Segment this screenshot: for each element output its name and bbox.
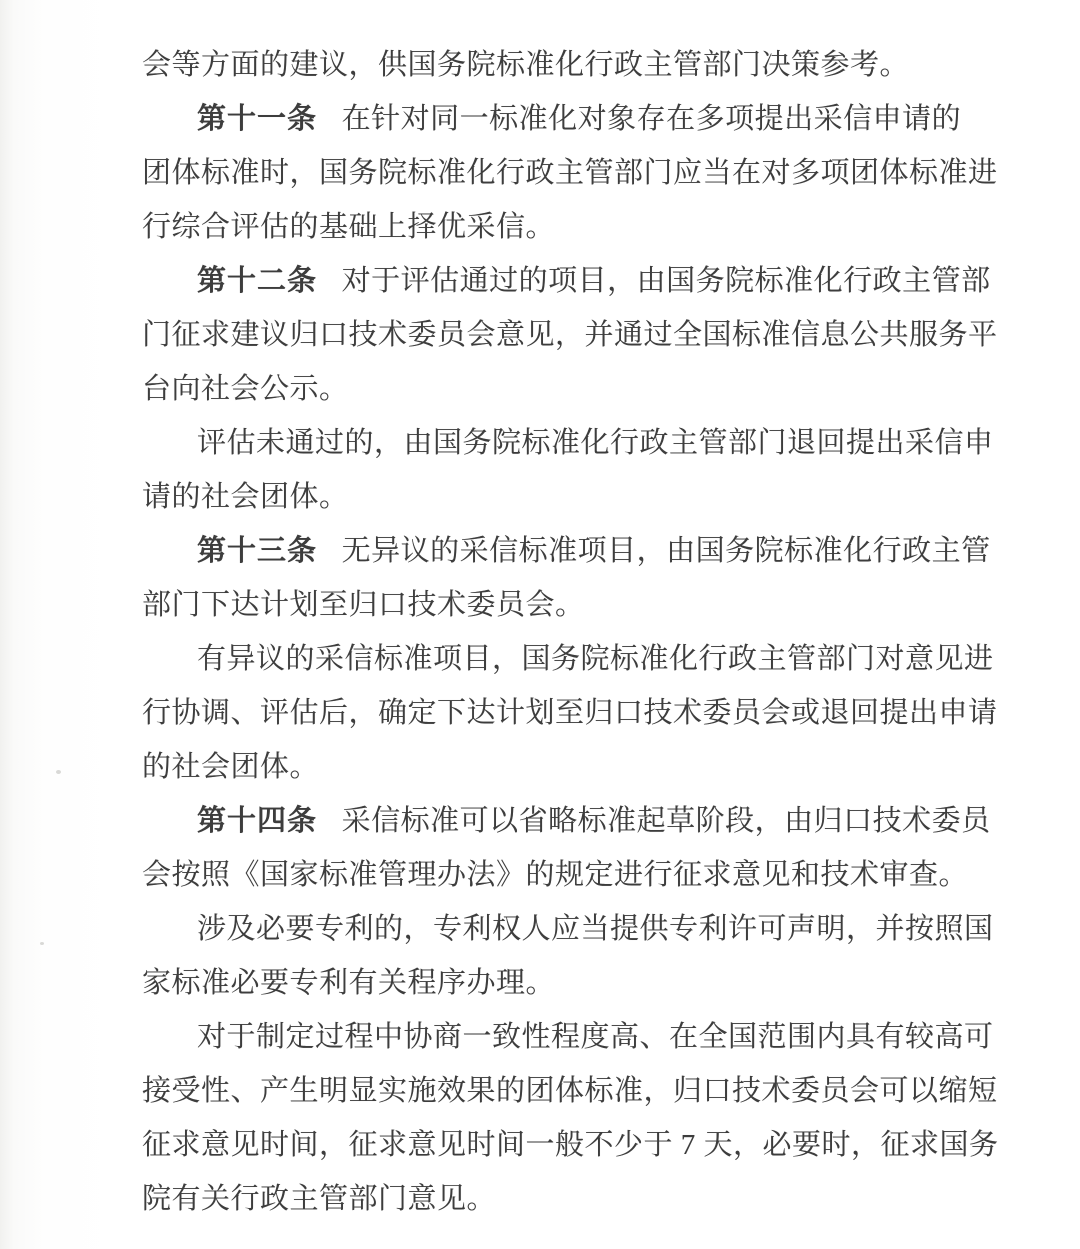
text-line xyxy=(142,470,1042,524)
line-text: 部门下达计划至归口技术委员会。 xyxy=(142,589,585,621)
line-text: 的社会团体。 xyxy=(142,751,320,783)
line-text: 行综合评估的基础上择优采信。 xyxy=(142,211,556,243)
text-line-article-14 xyxy=(142,794,1042,848)
text-line xyxy=(142,848,1042,902)
line-text: 会等方面的建议，供国务院标准化行政主管部门决策参考。 xyxy=(142,49,910,81)
scan-artifact-speck xyxy=(56,770,61,774)
article-number: 第十三条 xyxy=(197,535,318,567)
line-text: 征求意见时间，征求意见时间一般不少于 7 天，必要时，征求国务 xyxy=(142,1129,999,1161)
line-text: 会按照《国家标准管理办法》的规定进行征求意见和技术审查。 xyxy=(142,859,969,891)
article-number: 第十一条 xyxy=(197,103,318,135)
article-number: 第十二条 xyxy=(197,265,318,297)
text-line-article-13 xyxy=(142,524,1042,578)
line-text: 采信标准可以省略标准起草阶段，由归口技术委员 xyxy=(341,805,991,837)
line-text: 对于评估通过的项目，由国务院标准化行政主管部 xyxy=(341,265,991,297)
text-line-article-11 xyxy=(142,92,1042,146)
line-text: 门征求建议归口技术委员会意见，并通过全国标准信息公共服务平 xyxy=(142,319,998,351)
text-line xyxy=(142,956,1042,1010)
document-text-block xyxy=(142,38,1042,1226)
text-line xyxy=(142,632,1042,686)
line-text: 涉及必要专利的，专利权人应当提供专利许可声明，并按照国 xyxy=(197,913,994,945)
text-line xyxy=(142,38,1042,92)
line-text: 团体标准时，国务院标准化行政主管部门应当在对多项团体标准进 xyxy=(142,157,998,189)
text-line xyxy=(142,308,1042,362)
line-text: 无异议的采信标准项目，由国务院标准化行政主管 xyxy=(341,535,991,567)
article-number: 第十四条 xyxy=(197,805,318,837)
text-line xyxy=(142,362,1042,416)
scan-artifact-speck xyxy=(40,942,44,945)
line-text: 接受性、产生明显实施效果的团体标准，归口技术委员会可以缩短 xyxy=(142,1075,998,1107)
text-line xyxy=(142,740,1042,794)
text-line xyxy=(142,902,1042,956)
line-text: 在针对同一标准化对象存在多项提出采信申请的 xyxy=(341,103,962,135)
text-line xyxy=(142,146,1042,200)
text-line xyxy=(142,416,1042,470)
text-line xyxy=(142,200,1042,254)
line-text: 评估未通过的，由国务院标准化行政主管部门退回提出采信申 xyxy=(197,427,994,459)
line-text: 对于制定过程中协商一致性程度高、在全国范围内具有较高可 xyxy=(197,1021,994,1053)
text-line xyxy=(142,1010,1042,1064)
line-text: 台向社会公示。 xyxy=(142,373,349,405)
line-text: 有异议的采信标准项目，国务院标准化行政主管部门对意见进 xyxy=(197,643,994,675)
text-line xyxy=(142,1118,1042,1172)
text-line-article-12 xyxy=(142,254,1042,308)
line-text: 行协调、评估后，确定下达计划至归口技术委员会或退回提出申请 xyxy=(142,697,998,729)
line-text: 院有关行政主管部门意见。 xyxy=(142,1183,497,1215)
text-line xyxy=(142,1064,1042,1118)
line-text: 家标准必要专利有关程序办理。 xyxy=(142,967,556,999)
text-line xyxy=(142,1172,1042,1226)
text-line xyxy=(142,578,1042,632)
line-text: 请的社会团体。 xyxy=(142,481,349,513)
text-line xyxy=(142,686,1042,740)
